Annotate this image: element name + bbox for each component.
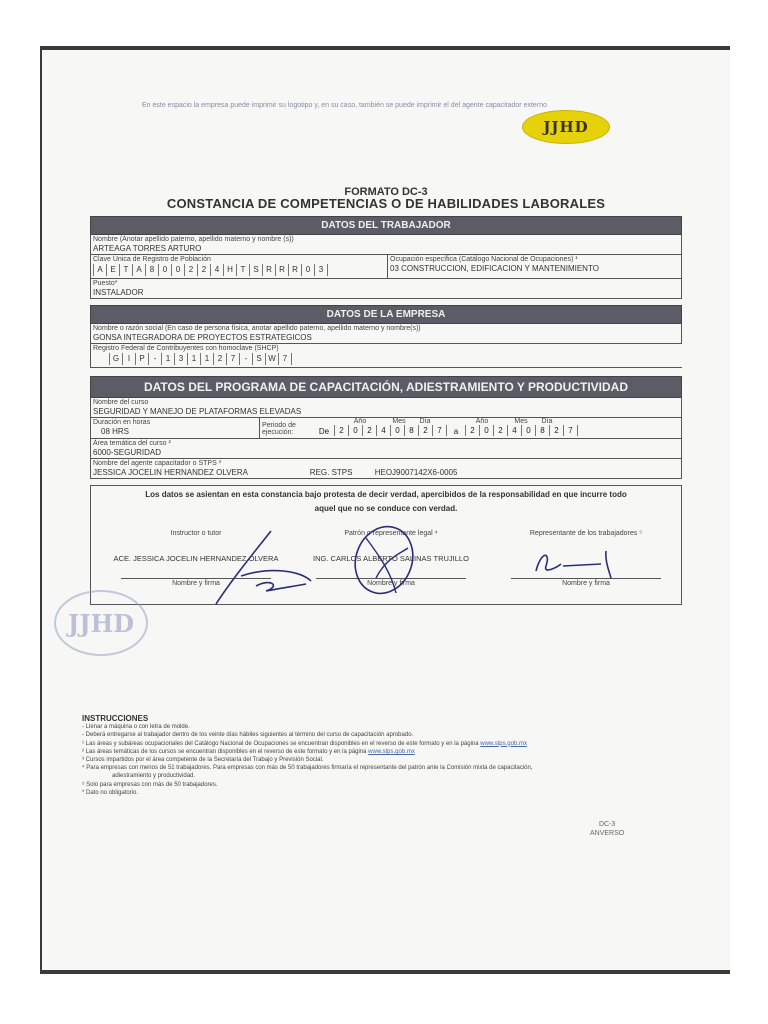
company-logo [522,110,610,144]
curp-label: Clave Única de Registro de Población [93,256,211,263]
row-agente [90,459,682,479]
ocupacion-label: Ocupación específica (Catálogo Nacional de Ocupaciones) ¹ [390,256,578,263]
mes-label-2: Mes [514,418,528,425]
curp-char-cell: R [288,264,301,276]
reg-value: HEOJ9007142X6-0005 [374,468,458,477]
agente-line [91,467,681,478]
rfc-char-cell: 2 [213,353,226,365]
rfc-char-cell: P [135,353,148,365]
patron-signature [346,518,426,598]
fecha-fin-digit: 0 [479,425,493,436]
instruction-line: - Llenar a máquina o con letra de molde. [82,724,190,731]
fecha-fin-digit: 7 [563,425,578,436]
instructor-firma-label: Nombre y firma [172,580,220,587]
curp-cells [91,263,387,278]
section-band-trabajador: DATOS DEL TRABAJADOR [90,216,682,235]
curp-char-cell: T [236,264,249,276]
format-title: FORMATO DC-3 [344,186,428,198]
curp-char-cell: 0 [301,264,314,276]
instructor-label: Instructor o tutor [170,530,222,537]
puesto-value: INSTALADOR [93,288,144,297]
form-footer [590,820,624,838]
rfc-label: Registro Federal de Contribuyentes con homoclave (SHCP) [93,345,279,352]
fecha-fin-digit: 4 [507,425,521,436]
row-puesto [90,279,682,299]
curp-char-cell: 2 [197,264,210,276]
instruction-line: ⁵ Solo para empresas con más de 50 trabajadores. [82,781,218,788]
representante-label: Representante de los trabajadores ⁵ [529,530,643,537]
fecha-fin-digit: 2 [493,425,507,436]
fecha-inicio-digit: 2 [334,425,348,436]
agente-value: JESSICA JOCELIN HERNANDEZ OLVERA [93,468,248,477]
curso-value: SEGURIDAD Y MANEJO DE PLATAFORMAS ELEVADAS [93,407,302,416]
fecha-fin [465,425,578,436]
instruction-line: ² Las áreas temáticas de los cursos se encuentran disponibles en el reverso de este formato y en la página [82,748,367,755]
row-nombre [90,235,682,255]
nombre-label: Nombre (Anotar apellido paterno, apellido materno y nombre (s)) [93,236,294,243]
rfc-char-cell: G [109,353,122,365]
fecha-headers [314,418,580,425]
logo-note: En este espacio la empresa puede imprimir su logotipo y, en su caso, también se puede imprimir el del agente capacitador externo [142,102,547,109]
row-curp-ocupacion [90,255,682,279]
curso-label: Nombre del curso [93,399,149,406]
curp-char-cell: 2 [184,264,197,276]
curp-char-cell: T [119,264,132,276]
mes-label-1: Mes [392,418,406,425]
stamp-text: JJHD [67,608,135,638]
rfc-char-cell: 1 [161,353,174,365]
signatures-box [90,485,682,605]
fecha-inicio-digit: 7 [432,425,447,436]
representante-firma-label: Nombre y firma [562,580,610,587]
duracion-value: 08 HRS [101,427,130,436]
dc3-form [90,216,682,605]
legal-text-2: aquel que no se conduce con verdad. [314,504,458,513]
rfc-char-cell: S [252,353,265,365]
curp-char-cell: 4 [210,264,223,276]
row-area [90,439,682,459]
fecha-fin-digit: 8 [535,425,549,436]
fecha-inicio-digit: 4 [376,425,390,436]
instruction-line-with-link [82,740,682,748]
instruction-line: ³ Cursos impartidos por el área competente de la Secretaría del Trabajo y Previsión Social. [82,757,324,764]
row-razon [90,324,682,344]
curp-char-cell: 0 [158,264,171,276]
rfc-cells [91,352,682,367]
patron-label: Patrón o representante legal ⁴ [344,530,438,537]
document-title: CONSTANCIA DE COMPETENCIAS O DE HABILIDADES LABORALES [166,196,606,211]
rfc-char-cell: 3 [174,353,187,365]
rfc-char-cell: W [265,353,278,365]
company-stamp [54,590,148,656]
legal-text-1: Los datos se asientan en esta constancia bajo protesta de decir verdad, apercibidos de la responsabilidad en que incurre todo [145,490,627,499]
razon-label: Nombre o razón social (En caso de persona física, anotar apellido paterno, apellido materno y nombre(s)) [93,325,421,332]
ano-label-2: Año [475,418,489,425]
fecha-fin-digit: 2 [465,425,479,436]
rfc-char-cell: 1 [187,353,200,365]
section-band-programa: DATOS DEL PROGRAMA DE CAPACITACIÓN, ADIESTRAMIENTO Y PRODUCTIVIDAD [90,376,682,398]
stps-link-1[interactable]: www.stps.gob.mx [480,740,527,747]
rfc-char-cell: - [239,353,252,365]
fechas [314,418,580,438]
curp-char-cell: 8 [145,264,158,276]
rfc-char-cell: I [122,353,135,365]
razon-value: GONSA INTEGRADORA DE PROYECTOS ESTRATEGICOS [93,333,312,342]
patron-firma-label: Nombre y firma [367,580,415,587]
form-code: DC-3 [598,821,616,828]
fecha-fin-digit: 0 [521,425,535,436]
instruction-line-with-link [82,748,682,756]
document-sheet [42,50,730,970]
fecha-inicio [334,425,447,436]
rfc-char-cell: - [148,353,161,365]
instructor-name: ACE. JESSICA JOCELIN HERNANDEZ OLVERA [113,554,279,563]
stps-link-2[interactable]: www.stps.gob.mx [368,748,415,755]
instruction-line: ⁴ Para empresas con menos de 51 trabajadores. Para empresas con más de 50 trabajadores firmaría el representante del patrón ante la Comisión mixta de capacitación, [82,765,533,772]
fecha-inicio-digit: 2 [362,425,376,436]
curp-char-cell: R [262,264,275,276]
row-rfc [90,344,682,368]
instruction-line: * Dato no obligatorio. [82,789,139,796]
instruction-line: - Deberá entregarse al trabajador dentro de los veinte días hábiles siguientes al término del curso de capacitación aprobado. [82,732,414,739]
section-band-empresa: DATOS DE LA EMPRESA [90,305,682,324]
curp-char-cell: A [132,264,145,276]
curp-char-cell: 0 [171,264,184,276]
fecha-inicio-digit: 0 [390,425,404,436]
curp-char-cell: A [93,264,106,276]
row-curso [90,398,682,418]
representante-signature [531,546,641,582]
fecha-inicio-digit: 0 [348,425,362,436]
nombre-value: ARTEAGA TORRES ARTURO [93,244,202,253]
instructions [82,715,682,797]
agente-label: Nombre del agente capacitador o STPS ³ [93,460,222,467]
curp-char-cell: S [249,264,262,276]
rfc-char-cell: 1 [200,353,213,365]
patron-name: ING. CARLOS ALBERTO SALINAS TRUJILLO [313,554,469,563]
area-label: Área temática del curso ² [93,440,171,447]
curp-char-cell: 3 [314,264,328,276]
reg-label: REG. STPS [309,468,353,477]
rfc-char-cell: 7 [226,353,239,365]
dia-label-1: Día [419,418,431,425]
fecha-inicio-digit: 2 [418,425,432,436]
instructions-title: INSTRUCCIONES [82,714,149,723]
ocupacion-value: 03 CONSTRUCCION, EDIFICACION Y MANTENIMIENTO [390,264,599,273]
instruction-line: ¹ Las áreas y subáreas ocupacionales del Catálogo Nacional de Ocupaciones se encuentran disponibles en el reverso de este formato y en la página [82,740,479,747]
fecha-fin-digit: 2 [549,425,563,436]
instruction-line: adiestramiento y productividad. [112,773,196,780]
area-value: 6000-SEGURIDAD [93,448,162,457]
fecha-cells [314,425,580,438]
ano-label-1: Año [353,418,367,425]
duracion-label: Duración en horas [93,419,151,426]
a-label: a [453,427,459,436]
de-label: De [318,427,330,436]
fecha-inicio-digit: 8 [404,425,418,436]
puesto-label: Puesto* [93,280,118,287]
curp-char-cell: E [106,264,119,276]
instructor-signature [211,526,321,606]
rfc-char-cell: 7 [278,353,292,365]
curp-char-cell: R [275,264,288,276]
form-side: ANVERSO [590,830,625,837]
logo-text: JJHD [543,118,589,136]
curp-char-cell: H [223,264,236,276]
dia-label-2: Día [541,418,553,425]
row-duracion-periodo [90,418,682,439]
periodo-label: Periodo de ejecución: [262,422,296,436]
